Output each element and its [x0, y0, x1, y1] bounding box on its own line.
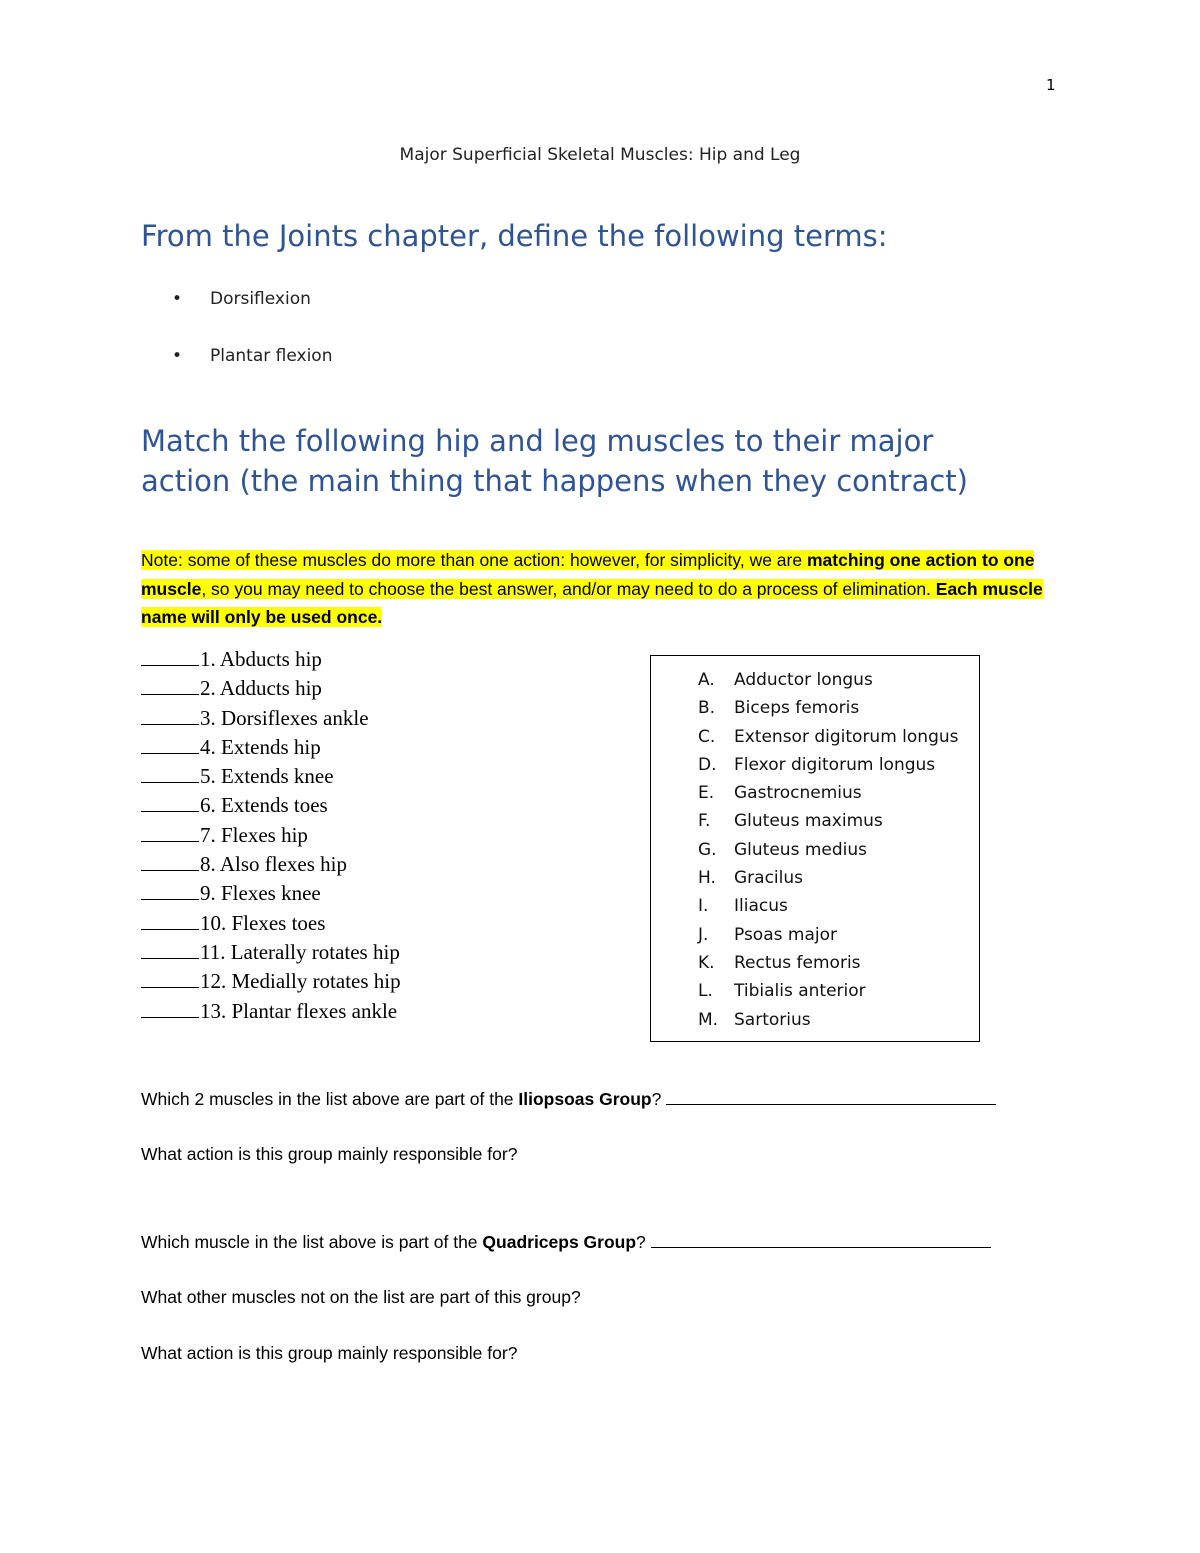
option-letter: B. [698, 698, 716, 719]
option-letter: J. [698, 924, 709, 945]
action-label: 6. Extends toes [200, 793, 328, 818]
action-item [141, 733, 401, 762]
terms-list [172, 289, 332, 403]
option-letter: D. [698, 754, 717, 775]
section1-heading: From the Joints chapter, define the following terms: [141, 219, 888, 253]
answer-blank[interactable] [141, 645, 199, 666]
answer-blank[interactable] [141, 791, 199, 812]
group-name: Quadriceps Group [482, 1232, 637, 1252]
question-iliopsoas-action: What action is this group mainly responsible for? [141, 1144, 518, 1164]
option-name: Rectus femoris [734, 952, 861, 973]
group-name: Iliopsoas Group [518, 1089, 652, 1109]
answer-line[interactable] [666, 1087, 996, 1105]
muscle-option [698, 751, 979, 779]
muscle-option [698, 694, 979, 722]
option-letter: H. [698, 868, 716, 889]
muscle-option [698, 807, 979, 835]
question-quadriceps [141, 1230, 991, 1253]
option-name: Flexor digitorum longus [734, 754, 936, 775]
action-item [141, 967, 401, 996]
action-label: 12. Medially rotates hip [200, 969, 401, 994]
option-name: Gastrocnemius [734, 783, 862, 804]
option-name: Biceps femoris [734, 698, 860, 719]
option-letter: L. [698, 981, 713, 1002]
action-label: 10. Flexes toes [200, 910, 326, 935]
muscle-option [698, 977, 979, 1005]
option-letter: I. [698, 896, 709, 917]
action-label: 9. Flexes knee [200, 881, 321, 906]
action-item [141, 762, 401, 791]
action-label: 8. Also flexes hip [200, 852, 347, 877]
note-bold-1: matching one action to one muscle [141, 550, 1035, 599]
document-title: Major Superficial Skeletal Muscles: Hip and Leg [399, 145, 801, 165]
muscle-options-list [651, 656, 979, 1034]
option-letter: G. [698, 839, 717, 860]
list-item [172, 346, 332, 403]
option-letter: C. [698, 726, 716, 747]
bullet-icon: • [172, 289, 183, 309]
action-item [141, 821, 401, 850]
muscle-option [698, 921, 979, 949]
action-label: 1. Abducts hip [200, 647, 322, 671]
action-label: 4. Extends hip [200, 734, 321, 759]
option-name: Iliacus [734, 896, 788, 917]
answer-blank[interactable] [141, 909, 199, 930]
answer-blank[interactable] [141, 704, 199, 725]
option-letter: F. [698, 811, 711, 832]
note-bold-2: Each muscle name will only be used once. [141, 578, 1043, 627]
action-item [141, 938, 401, 967]
section2-heading-line2: action (the main thing that happens when they contract) [141, 464, 968, 498]
muscle-option [698, 723, 979, 751]
answer-blank[interactable] [141, 733, 199, 754]
instructions-note [141, 546, 1051, 632]
option-name: Tibialis anterior [734, 981, 866, 1002]
action-item [141, 791, 401, 820]
option-letter: A. [698, 670, 715, 690]
answer-blank[interactable] [141, 938, 199, 959]
answer-blank[interactable] [141, 821, 199, 842]
action-item [141, 645, 401, 674]
answer-blank[interactable] [141, 879, 199, 900]
list-item [172, 289, 332, 346]
muscle-option [698, 666, 979, 694]
action-item [141, 704, 401, 733]
action-item [141, 909, 401, 938]
actions-list [141, 645, 401, 1026]
option-letter: E. [698, 783, 715, 804]
answer-line[interactable] [651, 1230, 991, 1248]
muscle-option [698, 864, 979, 892]
option-name: Psoas major [734, 924, 837, 945]
muscle-option [698, 949, 979, 977]
option-name: Gracilus [734, 868, 804, 889]
section2-heading-line1: Match the following hip and leg muscles to their major [141, 424, 934, 458]
action-label: 11. Laterally rotates hip [200, 939, 400, 964]
question-text: Which 2 muscles in the list above are part of the [141, 1089, 519, 1109]
muscle-option [698, 892, 979, 920]
note-text-2: , so you may need to choose the best answer, and/or may need to do a process of elimination. [201, 578, 936, 599]
action-label: 13. Plantar flexes ankle [200, 998, 398, 1023]
term-label: Dorsiflexion [210, 289, 311, 309]
term-label: Plantar flexion [210, 346, 333, 366]
muscle-options-box [650, 655, 980, 1042]
option-name: Extensor digitorum longus [734, 726, 959, 747]
muscle-option [698, 836, 979, 864]
answer-blank[interactable] [141, 850, 199, 871]
note-text-1: Note: some of these muscles do more than one action: however, for simplicity, we are [141, 550, 807, 570]
question-quadriceps-action: What action is this group mainly responsible for? [141, 1343, 518, 1363]
option-name: Gluteus maximus [734, 811, 883, 832]
option-letter: M. [698, 1009, 719, 1030]
option-name: Adductor longus [734, 670, 873, 690]
answer-blank[interactable] [141, 762, 199, 783]
option-letter: K. [698, 952, 715, 973]
question-mark: ? [651, 1089, 662, 1109]
action-label: 2. Adducts hip [200, 676, 322, 701]
action-label: 5. Extends knee [200, 764, 334, 789]
action-label: 3. Dorsiflexes ankle [200, 705, 369, 730]
answer-blank[interactable] [141, 997, 199, 1018]
answer-blank[interactable] [141, 967, 199, 988]
question-text: Which muscle in the list above is part of the [141, 1232, 483, 1252]
section2-heading [141, 421, 968, 501]
muscle-option [698, 779, 979, 807]
page-number: 1 [1046, 76, 1056, 94]
action-item [141, 997, 401, 1026]
muscle-option [698, 1006, 979, 1034]
question-mark: ? [636, 1232, 646, 1252]
action-item [141, 879, 401, 908]
question-quadriceps-others: What other muscles not on the list are part of this group? [141, 1287, 581, 1307]
bullet-icon: • [172, 346, 183, 366]
option-name: Gluteus medius [734, 839, 867, 860]
option-name: Sartorius [734, 1009, 811, 1030]
answer-blank[interactable] [141, 674, 199, 695]
action-item [141, 850, 401, 879]
question-iliopsoas [141, 1087, 996, 1110]
action-item [141, 674, 401, 703]
action-label: 7. Flexes hip [200, 822, 308, 847]
